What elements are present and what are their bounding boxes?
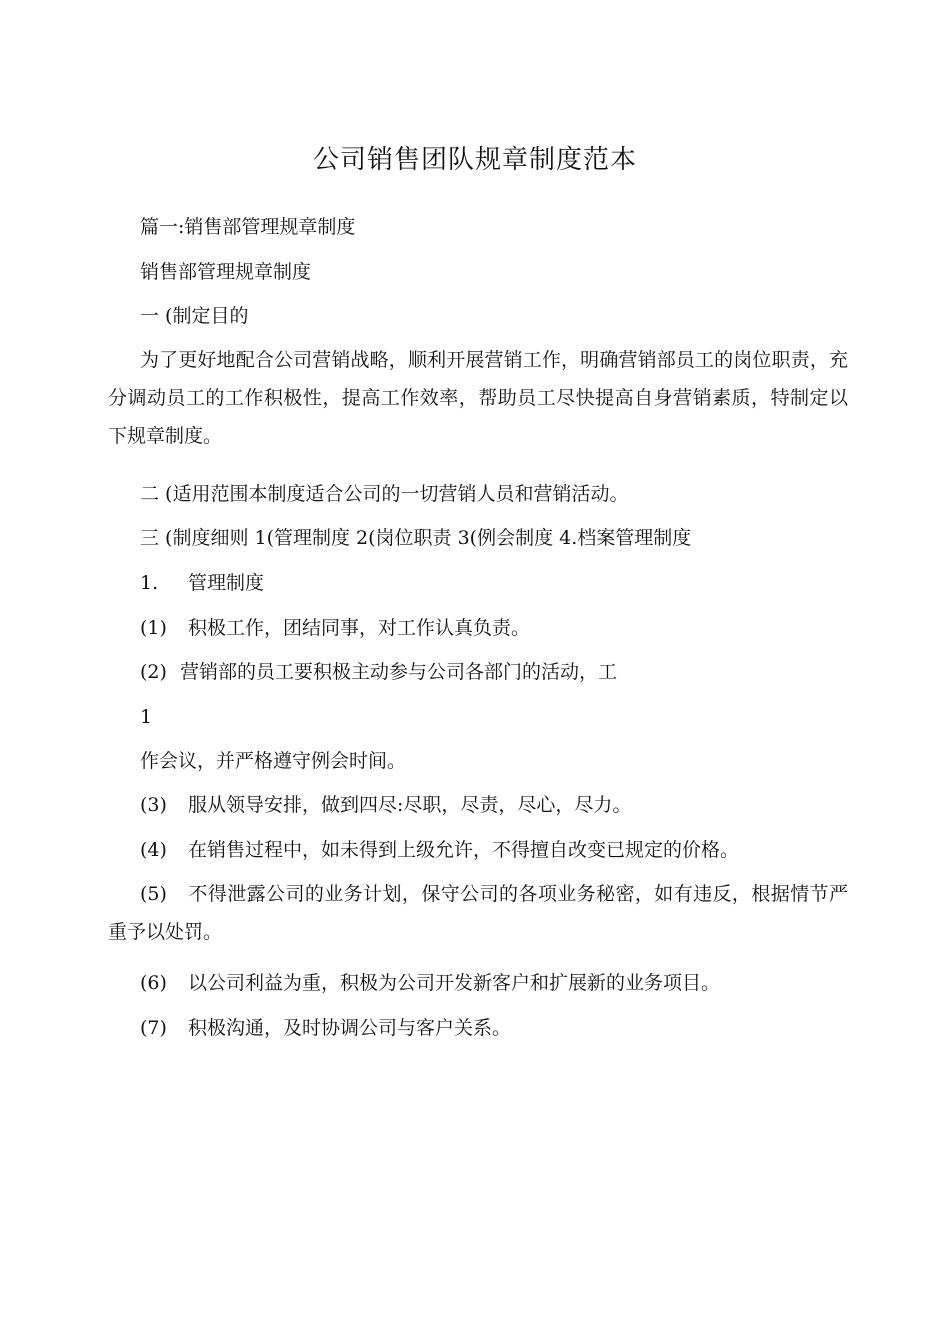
section3-text: 三 (制度细则 1(管理制度 2(岗位职责 3(例会制度 4.档案管理制度 (140, 527, 692, 549)
rule-4 (140, 836, 739, 864)
rule-3-number: (3) (140, 794, 167, 816)
rule-1-text: 积极工作，团结同事，对工作认真负责。 (188, 617, 531, 639)
rule-5 (108, 875, 848, 951)
item1-number: 1. (140, 572, 159, 594)
section1-heading: 一 (制定目的 (140, 305, 249, 327)
rule-4-number: (4) (140, 839, 167, 861)
rule-1-number: (1) (140, 617, 167, 639)
rule-3-text: 服从领导安排，做到四尽:尽职，尽责，尽心，尽力。 (188, 794, 632, 816)
document-title: 公司销售团队规章制度范本 (312, 145, 637, 175)
rule-7 (140, 1014, 511, 1042)
section2-text: 二 (适用范围本制度适合公司的一切营销人员和营销活动。 (140, 483, 629, 505)
item1-text: 管理制度 (188, 572, 265, 594)
rule-6 (140, 969, 720, 997)
rule-7-number: (7) (140, 1017, 167, 1039)
rule-5-number: (5) (140, 883, 167, 905)
rule-7-text: 积极沟通，及时协调公司与客户关系。 (188, 1017, 512, 1039)
rule-2-continuation: 作会议，并严格遵守例会时间。 (140, 750, 407, 772)
rule-2-number: (2) (140, 661, 167, 683)
rule-6-number: (6) (140, 972, 167, 994)
subheading: 销售部管理规章制度 (140, 261, 312, 283)
rule-5-text: 不得泄露公司的业务计划，保守公司的各项业务秘密，如有违反，根据情节严重予以处罚。 (108, 883, 848, 943)
rule-4-text: 在销售过程中，如未得到上级允许，不得擅自改变已规定的价格。 (188, 839, 740, 861)
part-heading: 篇一:销售部管理规章制度 (140, 216, 356, 238)
page-number: 1 (140, 706, 153, 728)
rule-2-text: 营销部的员工要积极主动参与公司各部门的活动，工 (180, 661, 618, 683)
section1-body: 为了更好地配合公司营销战略，顺利开展营销工作，明确营销部员工的岗位职责，充分调动员工的工作积极性，提高工作效率，帮助员工尽快提高自身营销素质，特制定以下规章制度。 (108, 349, 848, 447)
rule-6-text: 以公司利益为重，积极为公司开发新客户和扩展新的业务项目。 (188, 972, 721, 994)
rule-2 (140, 658, 617, 686)
rule-1 (140, 614, 530, 642)
item1-heading (140, 569, 264, 597)
rule-3 (140, 791, 631, 819)
